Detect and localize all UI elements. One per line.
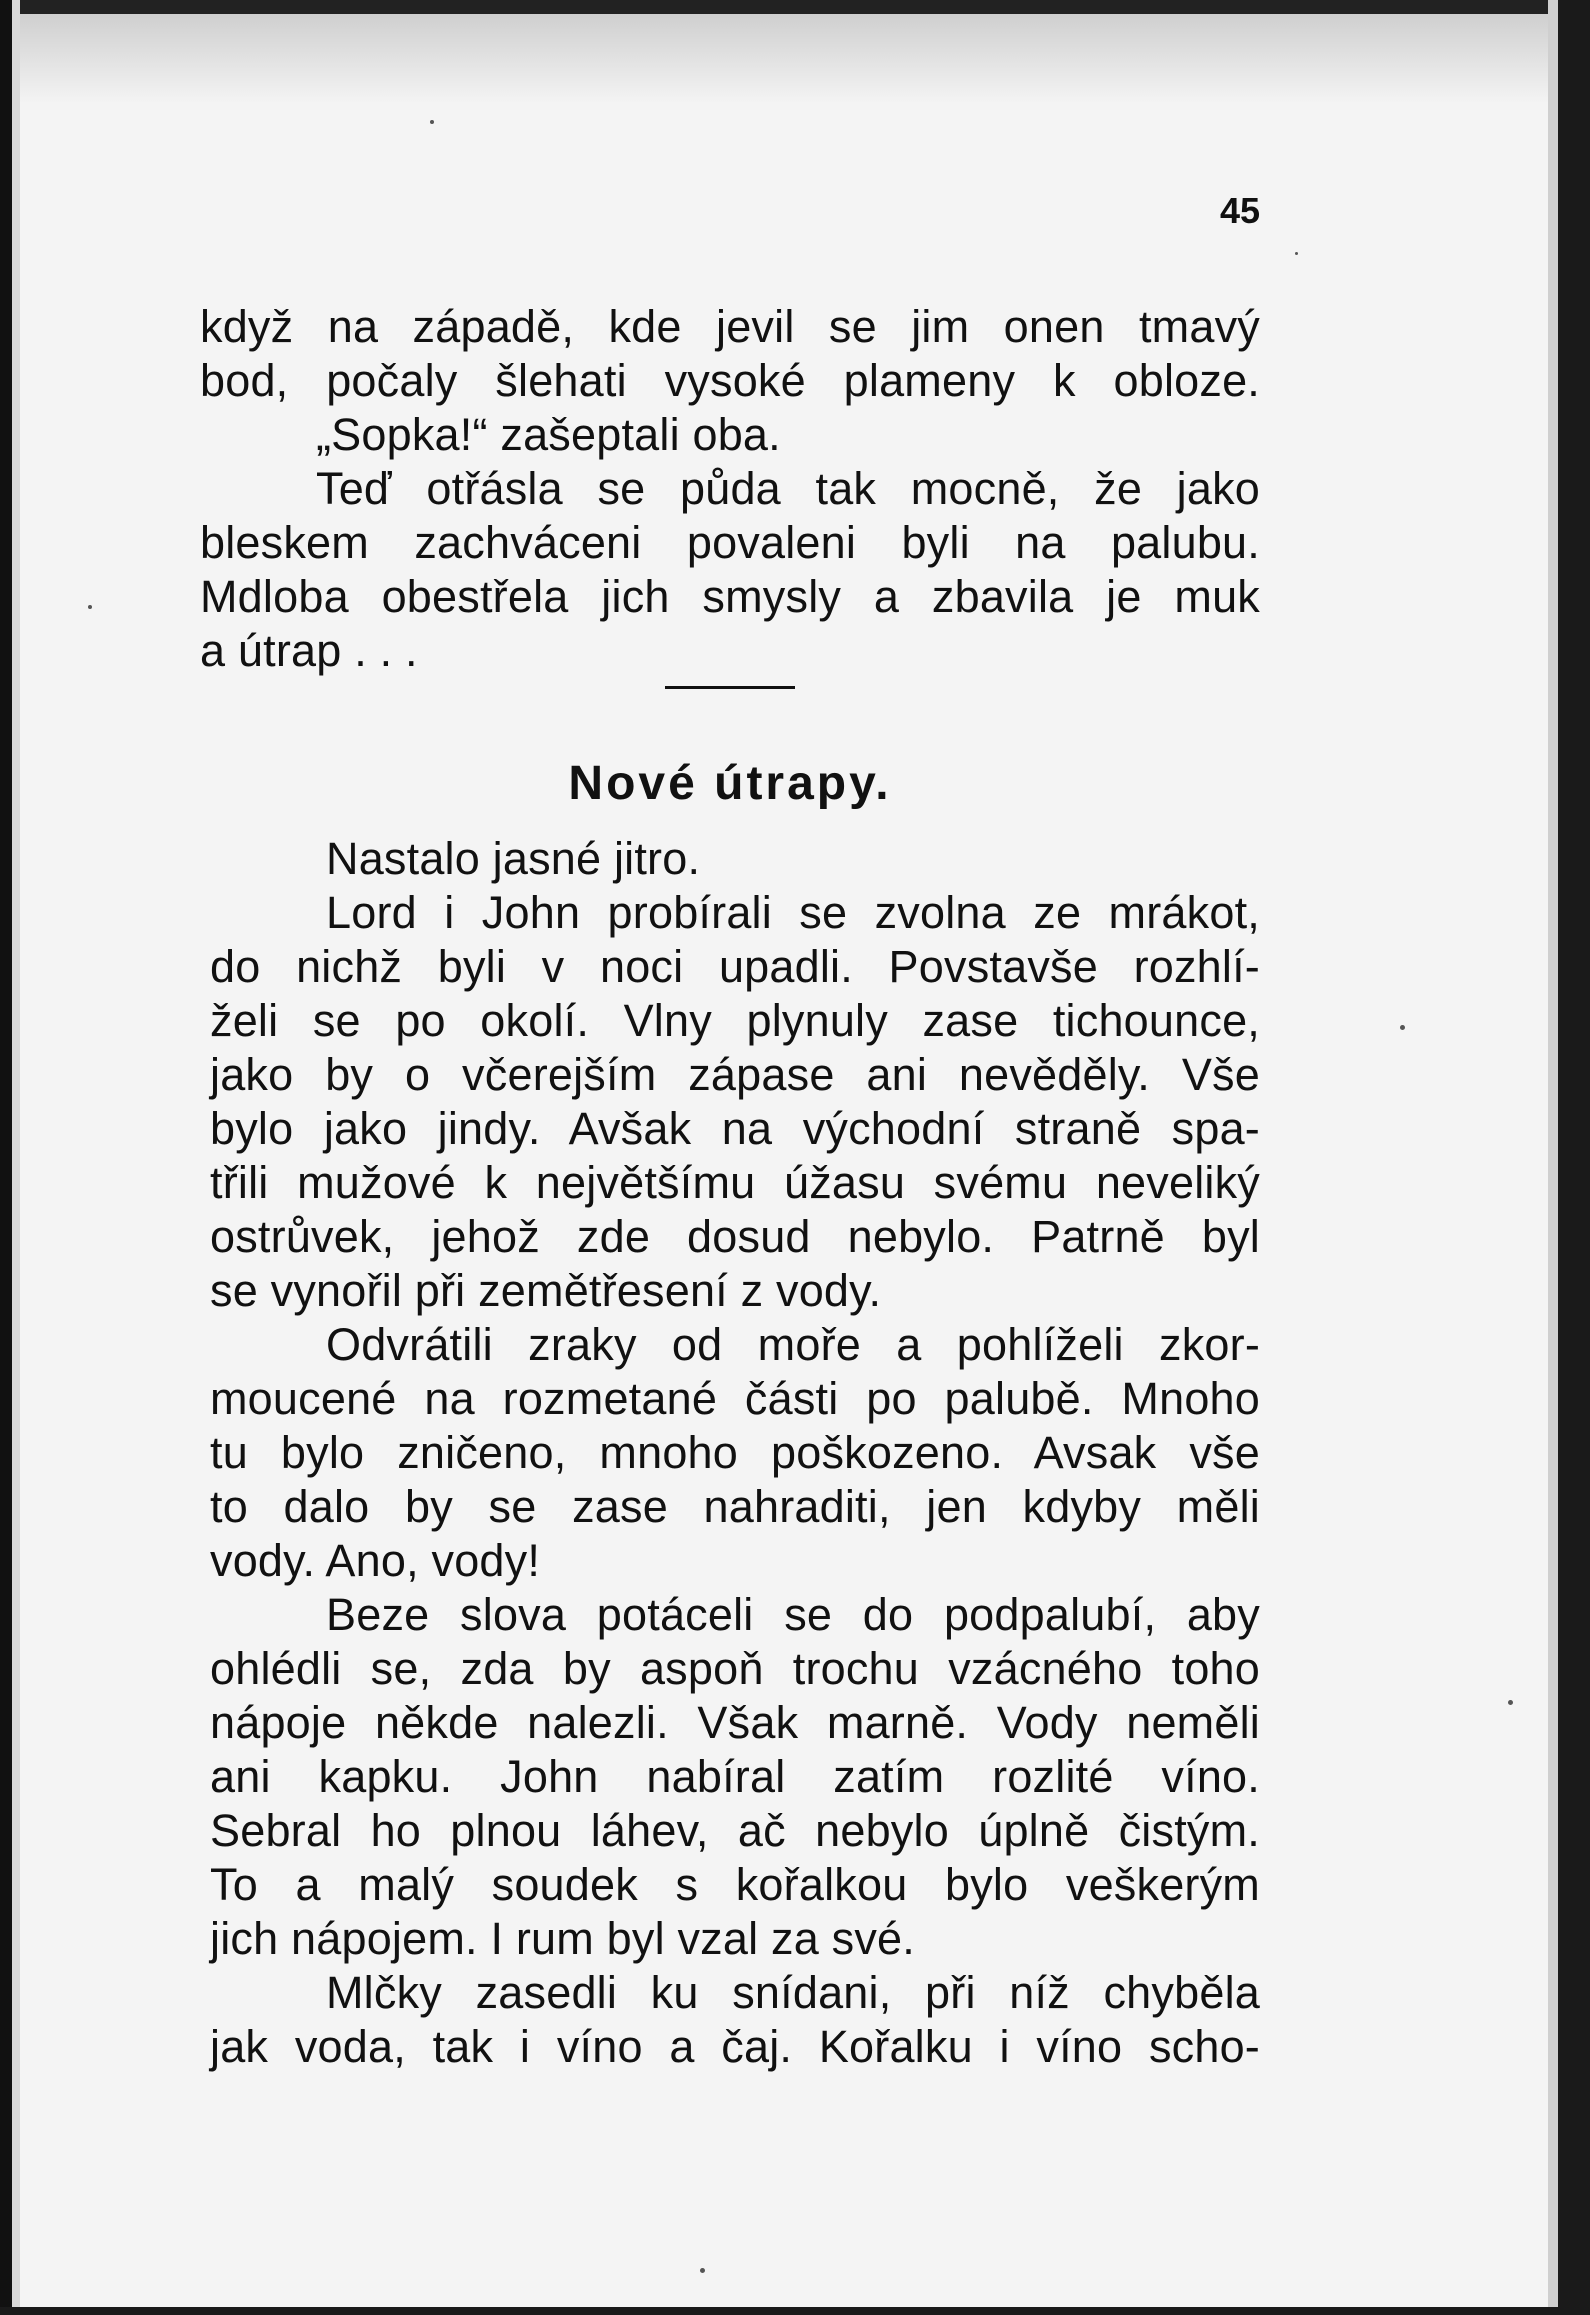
text-line: bleskem zachváceni povaleni byli na palubu. <box>200 517 1260 568</box>
scan-speck <box>1508 1700 1513 1705</box>
text-line: bod, počaly šlehati vysoké plameny k obloze. <box>200 355 1260 406</box>
text-line: třili mužové k největšímu úžasu svému neveliký <box>210 1157 1260 1208</box>
scan-edge-right <box>1558 0 1590 2315</box>
text-section-1 <box>200 300 1260 678</box>
text-line: jako by o včerejším zápase ani nevěděly. Vše <box>210 1049 1260 1100</box>
text-line: Mlčky zasedli ku snídani, při níž chyběla <box>326 1967 1260 2018</box>
scan-margin-right <box>1548 0 1558 2315</box>
text-line: a útrap . . . <box>200 625 418 676</box>
text-line: vody. Ano, vody! <box>210 1535 541 1586</box>
text-line: Nastalo jasné jitro. <box>326 833 701 884</box>
text-line: To a malý soudek s kořalkou bylo veškerým <box>210 1859 1260 1910</box>
scan-speck <box>430 120 434 124</box>
text-line: ohlédli se, zda by aspoň trochu vzácného toho <box>210 1643 1260 1694</box>
text-line: želi se po okolí. Vlny plynuly zase tichounce, <box>210 995 1260 1046</box>
text-line: Sebral ho plnou láhev, ač nebylo úplně čistým. <box>210 1805 1260 1856</box>
text-line: Teď otřásla se půda tak mocně, že jako <box>316 463 1260 514</box>
text-line: Lord i John probírali se zvolna ze mrákot, <box>326 887 1260 938</box>
page-number: 45 <box>1219 190 1260 231</box>
chapter-heading: Nové útrapy. <box>568 757 892 810</box>
scan-margin-left <box>12 0 20 2315</box>
scan-speck <box>1295 252 1298 255</box>
text-line: Mdloba obestřela jich smysly a zbavila je muk <box>200 571 1260 622</box>
scan-speck <box>700 2268 705 2273</box>
text-line: „Sopka!“ zašeptali oba. <box>316 409 781 460</box>
scan-shadow-top <box>0 14 1590 104</box>
text-section-2 <box>210 832 1260 2074</box>
text-line: jich nápojem. I rum byl vzal za své. <box>210 1913 915 1964</box>
text-line: ani kapku. John nabíral zatím rozlité víno. <box>210 1751 1260 1802</box>
text-line: nápoje někde nalezli. Však marně. Vody neměli <box>210 1697 1260 1748</box>
scan-speck <box>88 605 92 609</box>
text-line: se vynořil při zemětřesení z vody. <box>210 1265 882 1316</box>
text-line: to dalo by se zase nahraditi, jen kdyby měli <box>210 1481 1260 1532</box>
text-line: Beze slova potáceli se do podpalubí, aby <box>326 1589 1260 1640</box>
scan-edge-bottom <box>0 2307 1590 2315</box>
text-line: do nichž byli v noci upadli. Povstavše rozhlí- <box>210 941 1260 992</box>
text-line: Odvrátili zraky od moře a pohlíželi zkor- <box>326 1319 1260 1370</box>
text-line: bylo jako jindy. Avšak na východní straně spa- <box>210 1103 1260 1154</box>
text-line: když na západě, kde jevil se jim onen tmavý <box>200 301 1260 352</box>
text-line: ostrůvek, jehož zde dosud nebylo. Patrně byl <box>210 1211 1260 1262</box>
text-line: jak voda, tak i víno a čaj. Kořalku i víno scho- <box>210 2021 1260 2072</box>
scan-speck <box>1400 1025 1405 1030</box>
section-separator-rule <box>665 686 795 689</box>
text-line: tu bylo zničeno, mnoho poškozeno. Avsak vše <box>210 1427 1260 1478</box>
scan-edge-top <box>0 0 1590 14</box>
text-line: moucené na rozmetané části po palubě. Mnoho <box>210 1373 1260 1424</box>
scan-edge-left <box>0 0 12 2315</box>
